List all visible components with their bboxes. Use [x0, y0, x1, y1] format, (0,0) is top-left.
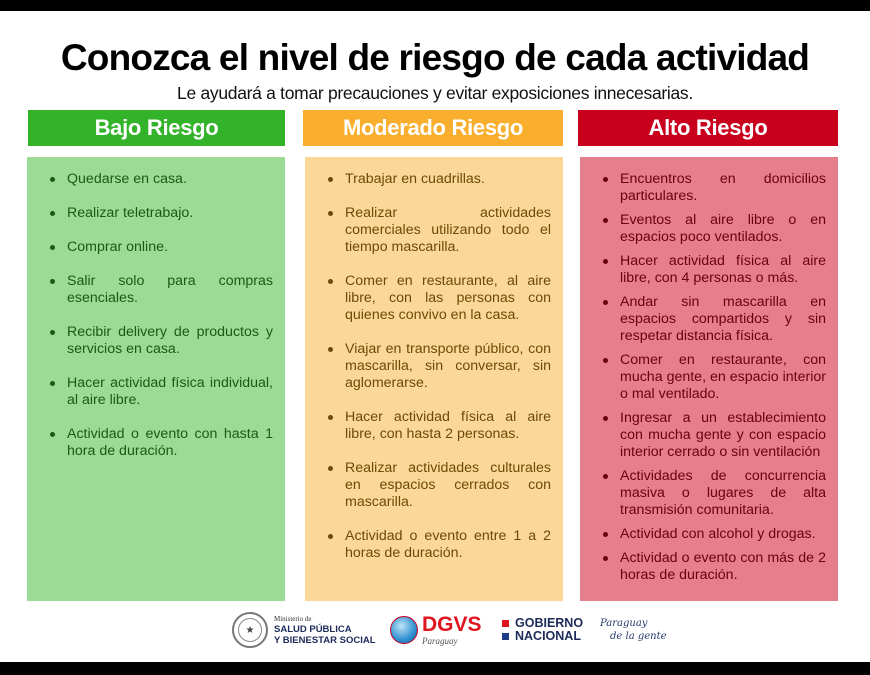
list-item: Realizar teletrabajo.	[47, 205, 273, 222]
list-item: Encuentros en domicilios particulares.	[600, 171, 826, 205]
list-item: Actividad o evento con hasta 1 hora de duración.	[47, 426, 273, 460]
ministry-line2: SALUD PÚBLICA	[274, 624, 352, 635]
low-risk-list	[47, 171, 273, 460]
list-item: Comer en restaurante, con mucha gente, en espacio interior o mal ventilado.	[600, 352, 826, 403]
list-item: Ingresar a un establecimiento con mucha gente y con espacio interior cerrado o sin ventilación	[600, 410, 826, 461]
bottom-black-bar	[0, 662, 870, 675]
top-black-bar	[0, 0, 870, 11]
list-item: Hacer actividad física al aire libre, con 4 personas o más.	[600, 253, 826, 287]
list-item: Comprar online.	[47, 239, 273, 256]
high-risk-list	[600, 171, 826, 584]
list-item: Comer en restaurante, al aire libre, con las personas con quienes convivo en la casa.	[325, 273, 551, 324]
ministry-logo	[232, 608, 376, 652]
globe-icon	[390, 616, 418, 644]
low-risk-header: Bajo Riesgo	[28, 110, 285, 146]
dgvs-sub: Paraguay	[422, 635, 458, 646]
high-risk-header: Alto Riesgo	[578, 110, 838, 146]
list-item: Trabajar en cuadrillas.	[325, 171, 551, 188]
blue-square-icon	[502, 633, 509, 640]
gobierno-line2: NACIONAL	[515, 629, 581, 643]
ministry-line3: Y BIENESTAR SOCIAL	[274, 635, 376, 646]
list-item: Hacer actividad física individual, al aire libre.	[47, 375, 273, 409]
list-item: Actividad o evento con más de 2 horas de duración.	[600, 550, 826, 584]
slogan-line2: de la gente	[610, 631, 667, 642]
list-item: Realizar actividades comerciales utilizando todo el tiempo mascarilla.	[325, 205, 551, 256]
ministry-line1: Ministerio de	[274, 615, 312, 623]
moderate-risk-header: Moderado Riesgo	[303, 110, 563, 146]
national-seal-icon: ★	[232, 612, 268, 648]
moderate-risk-list	[325, 171, 551, 562]
list-item: Actividad con alcohol y drogas.	[600, 526, 826, 543]
paraguay-de-la-gente-logo	[600, 608, 667, 652]
list-item: Viajar en transporte público, con mascarilla, sin conversar, sin aglomerarse.	[325, 341, 551, 392]
dgvs-name: DGVS	[422, 612, 482, 636]
gobierno-nacional-logo	[502, 608, 583, 652]
list-item: Realizar actividades culturales en espacios cerrados con mascarilla.	[325, 460, 551, 511]
list-item: Salir solo para compras esenciales.	[47, 273, 273, 307]
page-title: Conozca el nivel de riesgo de cada actividad	[60, 37, 810, 78]
low-risk-panel	[27, 157, 285, 601]
page-subtitle: Le ayudará a tomar precauciones y evitar exposiciones innecesarias.	[177, 83, 693, 103]
dgvs-logo	[390, 608, 482, 652]
list-item: Andar sin mascarilla en espacios compartidos y sin respetar distancia física.	[600, 294, 826, 345]
list-item: Quedarse en casa.	[47, 171, 273, 188]
list-item: Actividad o evento entre 1 a 2 horas de duración.	[325, 528, 551, 562]
list-item: Eventos al aire libre o en espacios poco ventilados.	[600, 212, 826, 246]
list-item: Hacer actividad física al aire libre, con hasta 2 personas.	[325, 409, 551, 443]
moderate-risk-panel	[305, 157, 563, 601]
list-item: Actividades de concurrencia masiva o lugares de alta transmisión comunitaria.	[600, 468, 826, 519]
footer-logos	[0, 608, 870, 652]
gobierno-line1: GOBIERNO	[515, 616, 584, 630]
slogan-line1: Paraguay	[600, 618, 648, 629]
list-item: Recibir delivery de productos y servicios en casa.	[47, 324, 273, 358]
high-risk-panel	[580, 157, 838, 601]
red-square-icon	[502, 620, 509, 627]
